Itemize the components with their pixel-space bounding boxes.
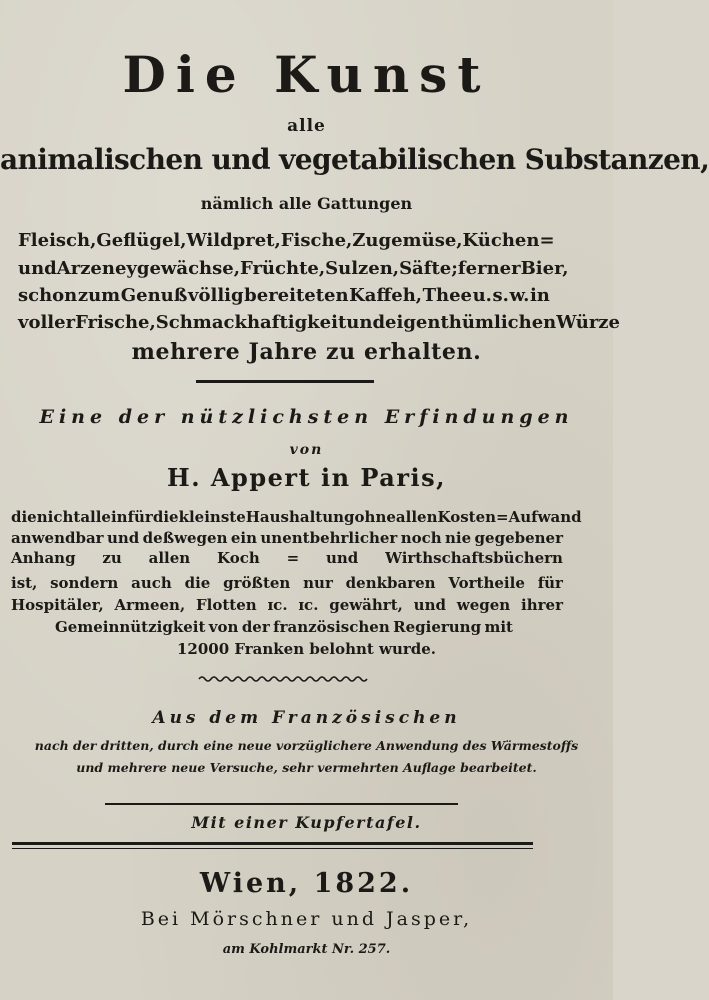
word: Schmackhaftigkeit [155, 312, 347, 333]
word: gegebener [474, 529, 563, 547]
word: eigenthümlichen [385, 312, 557, 333]
word: Geflügel, [96, 230, 187, 251]
wavy-ornament [199, 675, 369, 683]
word: Gemeinnützigkeit [55, 618, 206, 636]
word: nie [445, 529, 472, 547]
word: Armeen, [114, 596, 186, 614]
word: für [127, 508, 153, 526]
word: von [208, 618, 239, 636]
word: schon [18, 285, 78, 306]
description-line-4 [11, 576, 563, 591]
word: und [346, 312, 386, 333]
word: Regierung [393, 618, 482, 636]
word: anwendbar [11, 529, 104, 547]
word: Bier, [520, 258, 569, 279]
word: ist, [11, 574, 38, 592]
word: Vortheile [448, 574, 525, 592]
word: und [106, 529, 140, 547]
plate-note: Mit einer Kupfertafel. [191, 813, 422, 832]
description-line-5 [11, 598, 563, 613]
description-line-1 [11, 508, 582, 526]
translation-heading: Aus dem Französischen [152, 708, 461, 728]
author-name: H. Appert in Paris, [167, 463, 446, 492]
word: Anhang [11, 549, 76, 567]
divider-thick [12, 842, 533, 845]
word: und [413, 596, 446, 614]
word: ihrer [521, 596, 563, 614]
word: Koch [217, 549, 260, 567]
word: allein [80, 508, 128, 526]
imprint-address: am Kohlmarkt Nr. 257. [222, 942, 391, 957]
description-line-2 [11, 531, 563, 546]
description-line-7: 12000 Franken belohnt wurde. [176, 640, 437, 658]
word: allen [148, 549, 191, 567]
word: Thee [422, 285, 472, 306]
translation-line-2: und mehrere neue Versuche, sehr vermehrten Auflage bearbeitet. [76, 760, 537, 775]
word: Wirthschaftsbüchern [385, 549, 563, 567]
word: gewährt, [329, 596, 403, 614]
word: auch [131, 574, 172, 592]
word: größten [223, 574, 291, 592]
word: ɪc. [267, 596, 288, 614]
word: = [286, 549, 300, 567]
divider-plate-top [105, 803, 458, 805]
title-closing-line: mehrere Jahre zu erhalten. [131, 339, 482, 365]
word: Kaffeh, [349, 285, 423, 306]
imprint-publisher: Bei Mörschner und Jasper, [140, 908, 473, 930]
word: w. [509, 285, 530, 306]
word: Wildpret, [186, 230, 281, 251]
word: Haushaltung [245, 508, 355, 526]
word: Hospitäler, [11, 596, 104, 614]
word: unentbehrlicher [260, 529, 398, 547]
word: Küchen= [462, 230, 555, 251]
word: ferner [457, 258, 521, 279]
word: für [537, 574, 563, 592]
divider-thin [12, 848, 533, 849]
word: nur [303, 574, 333, 592]
title-list-line-4 [18, 312, 620, 333]
title-list-line-1 [18, 230, 555, 251]
word: Würze [556, 312, 620, 333]
word: Arzeneygewächse, [56, 258, 240, 279]
word: die [152, 508, 179, 526]
word: ɪc. [298, 596, 319, 614]
divider-short [196, 380, 374, 383]
word: zu [102, 549, 122, 567]
word: voller [18, 312, 76, 333]
word: Frische, [75, 312, 156, 333]
word: und [326, 549, 359, 567]
word: Säfte; [399, 258, 458, 279]
word: mit [484, 618, 513, 636]
word: die [184, 574, 211, 592]
word: Fische, [280, 230, 353, 251]
word: Kosten=Aufwand [437, 508, 582, 526]
word: Flotten [196, 596, 257, 614]
word: Genuß [120, 285, 188, 306]
word: allen [395, 508, 438, 526]
title-word-alle: alle [287, 116, 326, 136]
word: Früchte, [239, 258, 326, 279]
word: u. [472, 285, 492, 306]
word: bereiteten [244, 285, 349, 306]
word: Zugemüse, [352, 230, 463, 251]
word: s. [492, 285, 509, 306]
word: ohne [354, 508, 396, 526]
book-subtitle: animalischen und vegetabilischen Substanzen, [0, 143, 709, 176]
word: deßwegen [142, 529, 228, 547]
word: wegen [456, 596, 511, 614]
word: völlig [188, 285, 244, 306]
description-line-6 [55, 620, 513, 635]
word: der [241, 618, 270, 636]
word: Fleisch, [18, 230, 97, 251]
word: nicht [36, 508, 81, 526]
word: denkbaren [345, 574, 436, 592]
book-title: Die Kunst [122, 45, 491, 104]
translation-line-1: nach der dritten, durch eine neue vorzüglichere Anwendung des Wärmestoffs [34, 738, 579, 753]
von-line: von [289, 442, 324, 458]
word: sondern [50, 574, 119, 592]
title-list-line-2 [18, 258, 569, 279]
word: in [529, 285, 550, 306]
word: und [18, 258, 57, 279]
word: kleinste [178, 508, 246, 526]
word: zum [77, 285, 121, 306]
invention-line: Eine der nützlichsten Erfindungen [39, 406, 574, 428]
word: ein [230, 529, 258, 547]
word: noch [400, 529, 442, 547]
word: französischen [273, 618, 390, 636]
word: Sulzen, [325, 258, 400, 279]
title-naemlich-line: nämlich alle Gattungen [200, 194, 413, 213]
word: die [11, 508, 37, 526]
title-list-line-3 [18, 287, 550, 305]
description-line-3 [11, 551, 563, 566]
imprint-place-year: Wien, 1822. [199, 868, 414, 899]
